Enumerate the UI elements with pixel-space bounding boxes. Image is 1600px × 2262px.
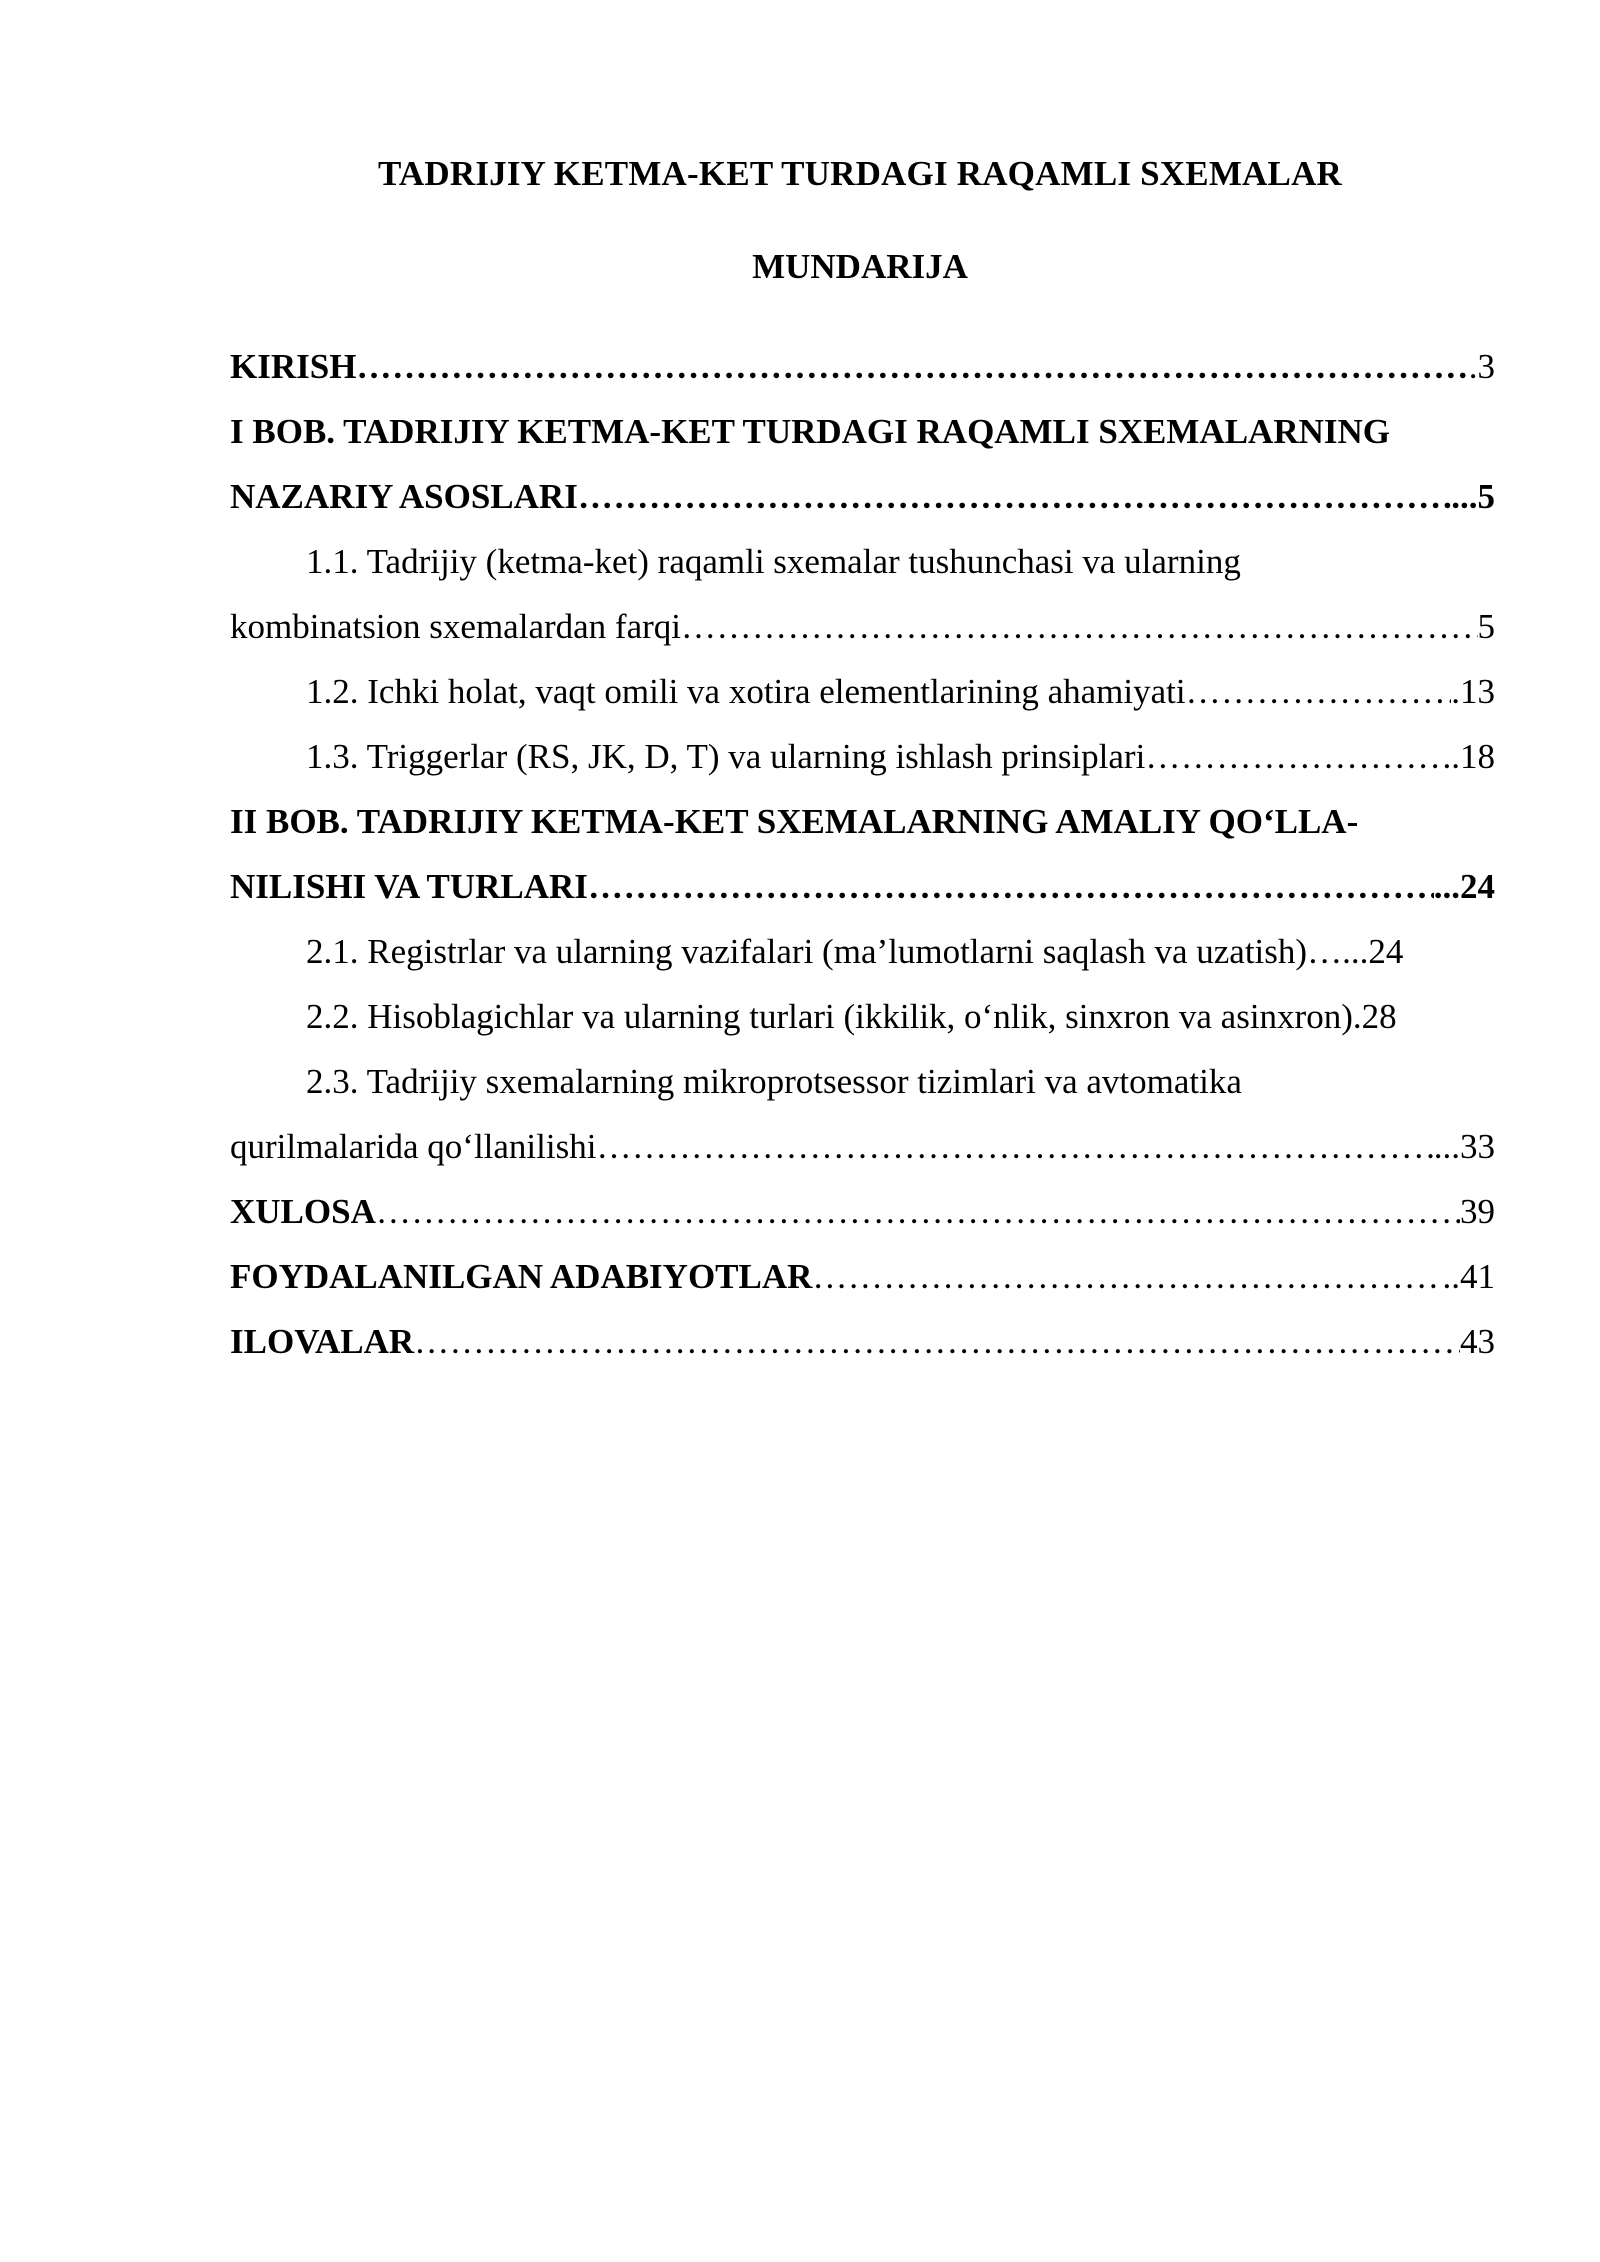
dot-leader bbox=[596, 1114, 1433, 1179]
toc-entry-title: qurilmalarida qo‘llanilishi bbox=[230, 1127, 597, 1166]
toc-entry-page: ...5 bbox=[1451, 477, 1495, 516]
toc-entry-page: 39 bbox=[1460, 1192, 1495, 1231]
toc-entry-page: ...24 bbox=[1433, 867, 1495, 906]
dot-leader bbox=[1186, 659, 1452, 724]
toc-entry-title: NILISHI VA TURLARI bbox=[230, 867, 588, 906]
toc-entry-page: ...33 bbox=[1433, 1127, 1495, 1166]
toc-entry-s23-line1: 2.3. Tadrijiy sxemalarning mikroprotsessor tizimlari va avtomatika bbox=[306, 1062, 1242, 1101]
toc-entry-page: .13 bbox=[1451, 672, 1495, 711]
toc-entry-s11-line2 bbox=[230, 594, 1495, 659]
toc-entry-title: ILOVALAR bbox=[230, 1322, 415, 1361]
dot-leader bbox=[376, 1179, 1460, 1244]
toc-entry-title: KIRISH bbox=[230, 347, 357, 386]
dot-leader bbox=[1145, 724, 1451, 789]
toc-entry-s21 bbox=[230, 919, 1495, 984]
toc-entry-ilovalar bbox=[230, 1309, 1495, 1374]
toc-entry-s11-line1: 1.1. Tadrijiy (ketma-ket) raqamli sxemalar tushunchasi va ularning bbox=[306, 542, 1241, 581]
toc-heading: MUNDARIJA bbox=[752, 247, 968, 286]
dot-leader bbox=[578, 464, 1451, 529]
toc-entry-bob2-line2 bbox=[230, 854, 1495, 919]
dot-leader bbox=[588, 854, 1434, 919]
toc-entry-page: 43 bbox=[1460, 1322, 1495, 1361]
toc-entry-bob1-line1: I BOB. TADRIJIY KETMA-KET TURDAGI RAQAMLI SXEMALARNING bbox=[230, 412, 1391, 451]
toc-entry-page: …...24 bbox=[1307, 932, 1404, 971]
toc-entry-title: kombinatsion sxemalardan farqi bbox=[230, 607, 681, 646]
toc-entry-page: .18 bbox=[1451, 737, 1495, 776]
toc-entry-title: XULOSA bbox=[230, 1192, 376, 1231]
toc-entry-title: 2.1. Registrlar va ularning vazifalari (ma’lumotlarni saqlash va uzatish) bbox=[306, 932, 1308, 971]
toc-entry-page: .3 bbox=[1468, 347, 1495, 386]
dot-leader bbox=[414, 1309, 1460, 1374]
toc-entry-s22: 2.2. Hisoblagichlar va ularning turlari (ikkilik, o‘nlik, sinxron va asinxron).28 bbox=[306, 997, 1397, 1036]
toc-entry-xulosa bbox=[230, 1179, 1495, 1244]
toc-entry-title: 1.3. Triggerlar (RS, JK, D, T) va ularning ishlash prinsiplari bbox=[306, 737, 1146, 776]
toc-entry-s23-line2 bbox=[230, 1114, 1495, 1179]
toc-entry-s12 bbox=[230, 659, 1495, 724]
toc-entry-page: ..41 bbox=[1442, 1257, 1495, 1296]
dot-leader bbox=[812, 1244, 1442, 1309]
dot-leader bbox=[356, 334, 1468, 399]
document-title: TADRIJIY KETMA-KET TURDAGI RAQAMLI SXEMALAR bbox=[377, 154, 1343, 193]
toc-entry-title: NAZARIY ASOSLARI bbox=[230, 477, 578, 516]
toc-entry-adabiyotlar bbox=[230, 1244, 1495, 1309]
dot-leader bbox=[681, 594, 1478, 659]
toc-entry-bob1-line2 bbox=[230, 464, 1495, 529]
table-of-contents bbox=[230, 334, 1495, 1374]
toc-entry-bob2-line1: II BOB. TADRIJIY KETMA-KET SXEMALARNING AMALIY QO‘LLA- bbox=[230, 802, 1359, 841]
toc-entry-s13 bbox=[230, 724, 1495, 789]
toc-entry-page: 5 bbox=[1477, 607, 1495, 646]
toc-entry-kirish bbox=[230, 334, 1495, 399]
toc-entry-title: FOYDALANILGAN ADABIYOTLAR bbox=[230, 1257, 813, 1296]
toc-entry-title: 1.2. Ichki holat, vaqt omili va xotira elementlarining ahamiyati bbox=[306, 672, 1186, 711]
